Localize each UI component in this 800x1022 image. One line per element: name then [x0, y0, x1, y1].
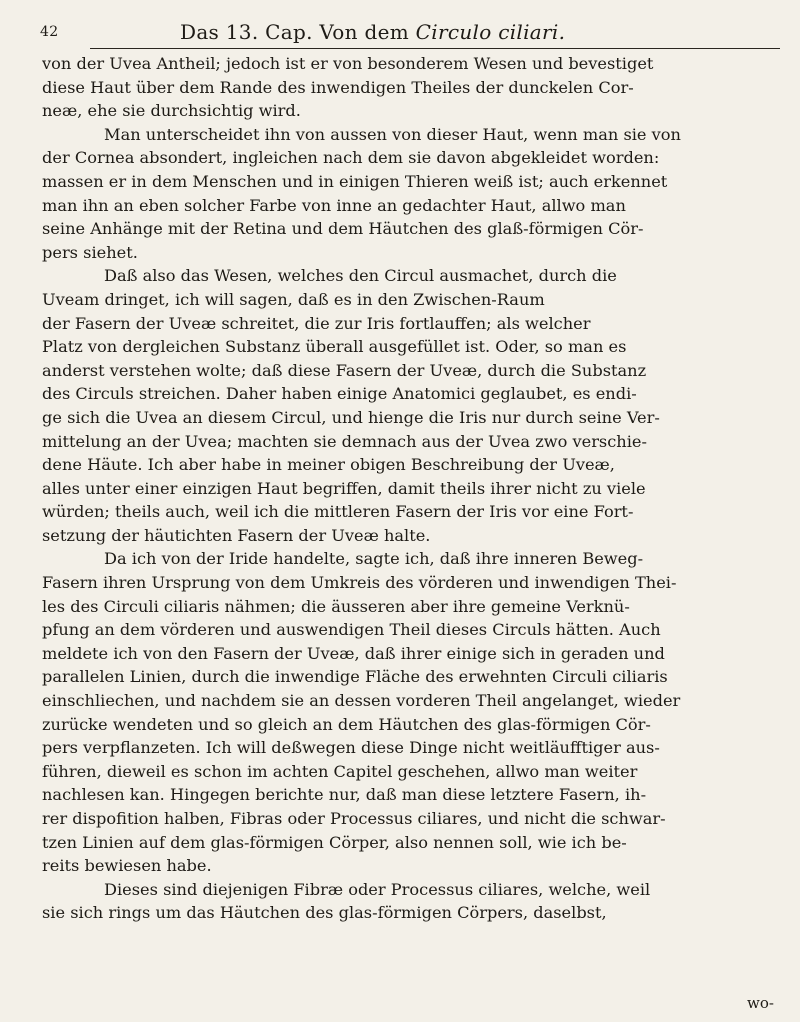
- text-line: alles unter einer einzigen Haut begriffen, damit theils ihrer nicht zu viele: [42, 478, 646, 498]
- text-line: Dieses sind diejenigen Fibræ oder Processus ciliares, welche, weil: [104, 879, 651, 899]
- header-rule: [90, 48, 780, 49]
- text-line: Daß also das Wesen, welches den Circul ausmachet, durch die: [104, 266, 617, 286]
- running-title-latin: Circulo ciliari.: [415, 20, 566, 44]
- text-line: massen er in dem Menschen und in einigen Thieren weiß ist; auch erkennet: [42, 171, 668, 191]
- body-text: [42, 52, 777, 925]
- text-line: zurücke wendeten und so gleich an dem Häutchen des glas-förmigen Cör-: [42, 714, 651, 734]
- text-line: seine Anhänge mit der Retina und dem Häutchen des glaß-förmigen Cör-: [42, 219, 644, 239]
- page-header: [40, 18, 770, 48]
- text-line: setzung der häutichten Fasern der Uveæ halte.: [42, 525, 431, 545]
- text-line: Uveam dringet, ich will sagen, daß es in den Zwischen-Raum: [42, 289, 545, 309]
- text-line: einschliechen, und nachdem sie an dessen vorderen Theil angelanget, wieder: [42, 691, 681, 711]
- text-line: führen, dieweil es schon im achten Capitel geschehen, allwo man weiter: [42, 761, 638, 781]
- text-line: pers siehet.: [42, 242, 138, 262]
- text-line: man ihn an eben solcher Farbe von inne an gedachter Haut, allwo man: [42, 195, 626, 215]
- text-line: pers verpflanzeten. Ich will deßwegen diese Dinge nicht weitläufftiger aus-: [42, 738, 660, 758]
- text-line: sie sich rings um das Häutchen des glas-förmigen Cörpers, daselbst,: [42, 903, 607, 923]
- page-number: 42: [40, 24, 59, 40]
- text-line: Da ich von der Iride handelte, sagte ich, daß ihre inneren Beweg-: [104, 549, 644, 569]
- text-line: Fasern ihren Ursprung von dem Umkreis des vörderen und inwendigen Thei-: [42, 573, 677, 593]
- text-line: des Circuls streichen. Daher haben einige Anatomici geglaubet, es endi-: [42, 384, 637, 404]
- text-line: tzen Linien auf dem glas-förmigen Cörper, also nennen soll, wie ich be-: [42, 832, 627, 852]
- catchword: wo-: [747, 994, 774, 1012]
- text-line: diese Haut über dem Rande des inwendigen Theiles der dunckelen Cor-: [42, 77, 634, 97]
- text-line: von der Uvea Antheil; jedoch ist er von besonderem Wesen und bevestiget: [42, 54, 654, 73]
- running-title: [180, 20, 565, 44]
- text-line: rer dispofition halben, Fibras oder Processus ciliares, und nicht die schwar-: [42, 809, 666, 828]
- text-line: les des Circuli ciliaris nähmen; die äusseren aber ihre gemeine Verknü-: [42, 596, 630, 616]
- text-line: Man unterscheidet ihn von aussen von dieser Haut, wenn man sie von: [104, 124, 681, 144]
- text-line: dene Häute. Ich aber habe in meiner obigen Beschreibung der Uveæ,: [42, 455, 615, 475]
- text-line: anderst verstehen wolte; daß diese Fasern der Uveæ, durch die Substanz: [42, 360, 647, 380]
- running-title-german: Das 13. Cap. Von dem: [180, 20, 409, 44]
- text-line: mittelung an der Uvea; machten sie demnach aus der Uvea zwo verschie-: [42, 431, 647, 451]
- text-line: Platz von dergleichen Substanz überall ausgefüllet ist. Oder, so man es: [42, 337, 627, 357]
- text-line: würden; theils auch, weil ich die mittleren Fasern der Iris vor eine Fort-: [42, 502, 634, 522]
- text-line: meldete ich von den Fasern der Uveæ, daß ihrer einige sich in geraden und: [42, 643, 665, 663]
- text-line: neæ, ehe sie durchsichtig wird.: [42, 101, 301, 121]
- text-line: der Cornea absondert, ingleichen nach dem sie davon abgekleidet worden:: [42, 148, 660, 168]
- text-line: ge sich die Uvea an diesem Circul, und hienge die Iris nur durch seine Ver-: [42, 407, 660, 427]
- text-line: parallelen Linien, durch die inwendige Fläche des erwehnten Circuli ciliaris: [42, 667, 668, 687]
- text-line: nachlesen kan. Hingegen berichte nur, daß man diese letztere Fasern, ih-: [42, 785, 647, 805]
- text-line: reits bewiesen habe.: [42, 856, 212, 876]
- text-line: der Fasern der Uveæ schreitet, die zur Iris fortlauffen; als welcher: [42, 313, 591, 333]
- text-line: pfung an dem vörderen und auswendigen Theil dieses Circuls hätten. Auch: [42, 620, 661, 640]
